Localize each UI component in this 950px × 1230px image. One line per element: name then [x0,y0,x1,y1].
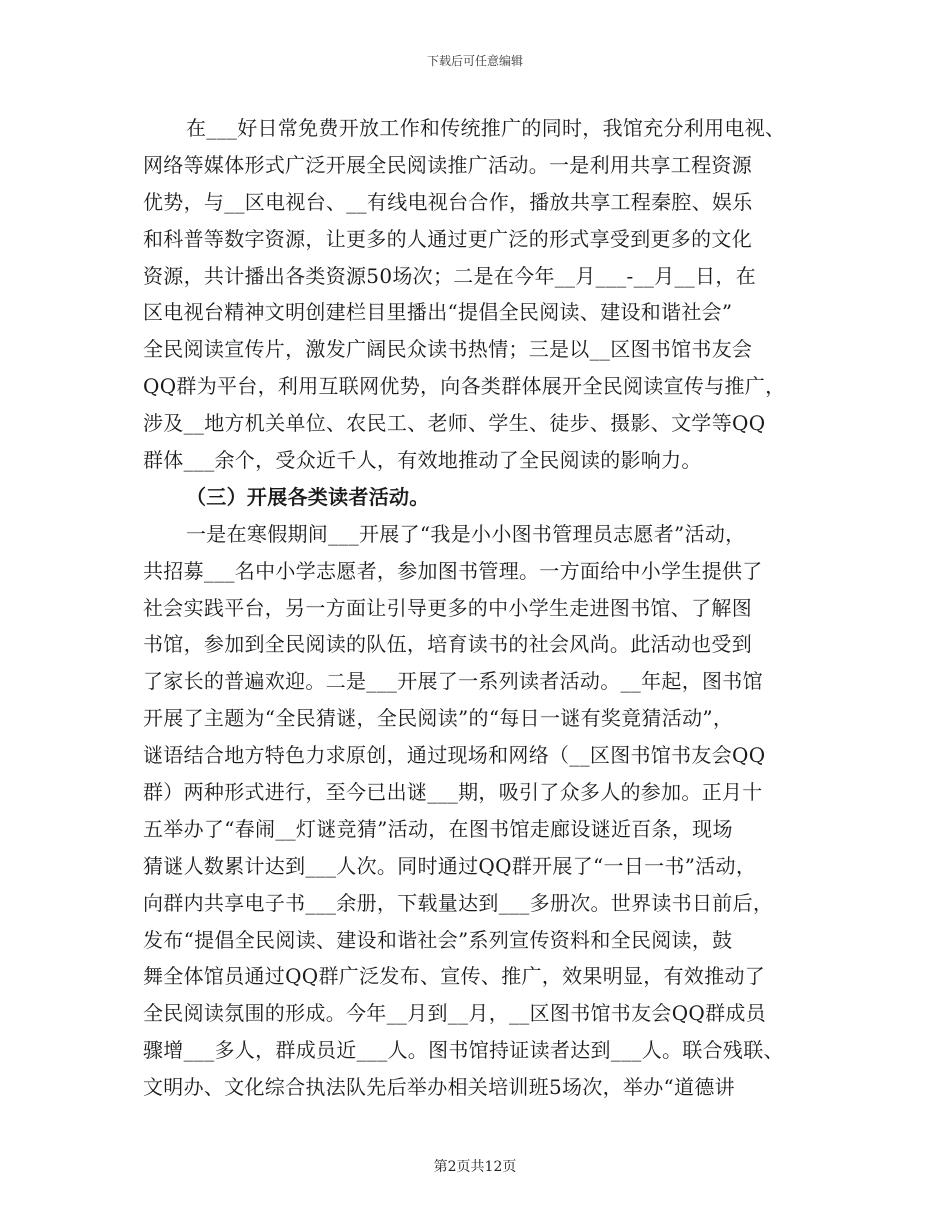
body-line: 涉及__地方机关单位、农民工、老师、学生、徒步、摄影、文学等QQ [143,411,766,436]
body-line: 群）两种形式进行，至今已出谜___期，吸引了众多人的参加。正月十 [143,780,763,805]
body-line: 网络等媒体形式广泛开展全民阅读推广活动。一是利用共享工程资源 [143,152,752,177]
body-line: 发布“提倡全民阅读、建设和谐社会”系列宣传资料和全民阅读，鼓 [143,927,733,952]
body-line: 和科普等数字资源，让更多的人通过更广泛的形式享受到更多的文化 [143,226,752,251]
body-line: 群体___余个，受众近千人，有效地推动了全民阅读的影响力。 [143,448,702,473]
body-line: 开展了主题为“全民猜谜，全民阅读”的“每日一谜有奖竟猜活动”， [143,706,734,731]
body-line: 共招募___名中小学志愿者，参加图书管理。一方面给中小学生提供了 [143,558,763,583]
body-line: 文明办、文化综合执法队先后举办相关培训班5场次，举办“道德讲 [143,1075,735,1100]
body-line: 谜语结合地方特色力求原创，通过现场和网络（__区图书馆书友会QQ [143,743,766,768]
body-line: 书馆，参加到全民阅读的队伍，培育读书的社会风尚。此活动也受到 [143,632,752,657]
body-line: 舞全体馆员通过QQ群广泛发布、宣传、推广，效果明显，有效推动了 [143,964,766,989]
body-line: 了家长的普遍欢迎。二是___开展了一系列读者活动。__年起，图书馆 [143,669,763,694]
body-line: 猜谜人数累计达到___人次。同时通过QQ群开展了“一日一书”活动， [143,853,757,878]
body-line: 在___好日常免费开放工作和传统推广的同时，我馆充分利用电视、 [186,116,786,140]
body-line: 全民阅读宣传片，激发广阔民众读书热情；三是以__区图书馆书友会 [143,337,753,362]
body-line: 向群内共享电子书___余册，下载量达到___多册次。世界读书日前后， [143,890,774,915]
body-line: 五举办了“春闹__灯谜竞猜”活动，在图书馆走廊设谜近百条，现场 [143,816,733,841]
body-line: 资源，共计播出各类资源50场次；二是在今年__月___-__月__日，在 [143,263,757,288]
body-line: QQ群为平台，利用互联网优势，向各类群体展开全民阅读宣传与推广， [143,374,786,399]
body-line: 骤增___多人，群成员近___人。图书馆持证读者达到___人。联合残联、 [143,1038,784,1063]
section-heading: （三）开展各类读者活动。 [186,484,430,509]
page-indicator: 第2页共12页 [433,1159,517,1175]
body-line: 全民阅读氛围的形成。今年__月到__月，__区图书馆书友会QQ群成员 [143,1001,766,1026]
body-line: 区电视台精神文明创建栏目里播出“提倡全民阅读、建设和谐社会” [143,300,733,325]
body-line: 优势，与__区电视台、__有线电视台合作，播放共享工程秦腔、娱乐 [143,189,753,214]
body-line: 一是在寒假期间___开展了“我是小小图书管理员志愿者”活动， [186,521,746,546]
header-note: 下载后可任意编辑 [426,54,523,68]
body-line: 社会实践平台，另一方面让引导更多的中小学生走进图书馆、了解图 [143,595,752,620]
document-body [143,110,823,1106]
